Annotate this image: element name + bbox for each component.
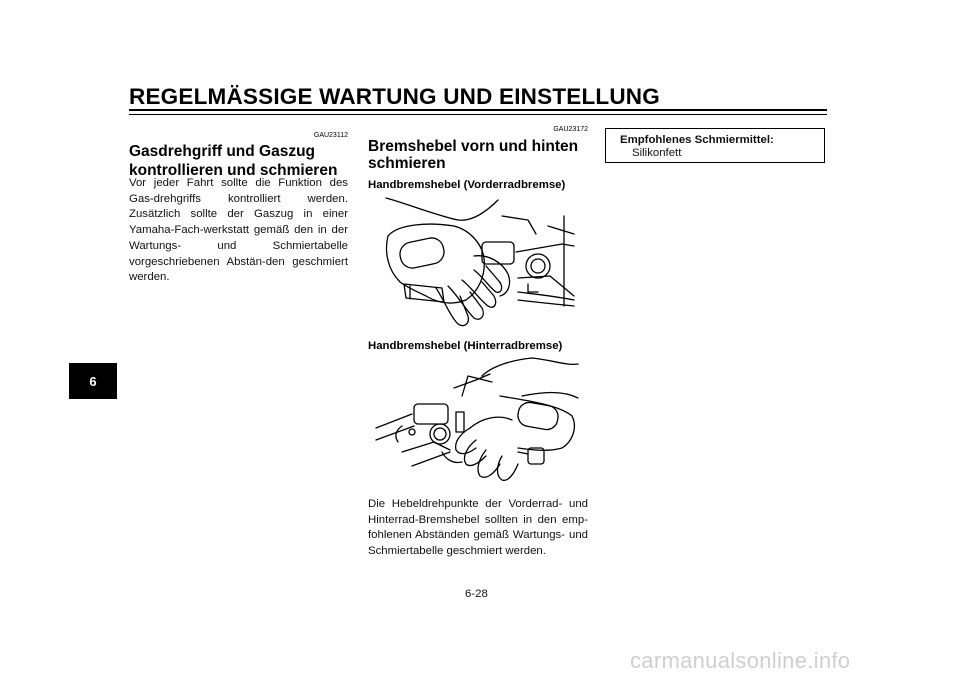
section-body-throttle: Vor jeder Fahrt sollte die Funktion des Gas-drehgriffs kontrolliert werden. Zusätzlich sollte der Gaszug in einer Yamaha-Fach-werkstatt gemäß den in der Wartungs- und Schmiertabelle vorgeschriebenen Abstän-den geschmiert werden. [129,177,348,284]
header-rule-thin [129,114,827,115]
chapter-tab: 6 [69,363,117,399]
page-title: REGELMÄSSIGE WARTUNG UND EINSTELLUNG [129,84,660,109]
lubricant-note-title: Empfohlenes Schmiermittel: [620,134,774,146]
subheading-rear-brake: Handbremshebel (Hinterradbremse) [368,340,563,352]
header-rule-thick [129,109,827,111]
subheading-front-brake: Handbremshebel (Vorderradbremse) [368,179,566,191]
lubricant-note-value: Silikonfett [632,147,682,159]
section-title-throttle-line1: Gasdrehgriff und Gaszug [129,143,316,160]
section-title-brake-line2: schmieren [368,155,446,172]
section-code-brake: GAU23172 [553,126,588,133]
section-code-throttle: GAU23112 [313,132,348,139]
section-body-brake: Die Hebeldrehpunkte der Vorderrad- und Hinterrad-Bremshebel sollten in den emp-fohlenen Abständen gemäß Wartungs- und Schmiertabelle geschmiert werden. [368,498,588,558]
watermark: carmanualsonline.info [630,648,851,673]
section-title-throttle-line2: kontrollieren und schmieren [129,162,338,179]
rear-brake-lever-illustration [372,356,582,491]
lubricant-note-box [605,128,825,163]
section-title-brake-line1: Bremshebel vorn und hinten [368,138,579,155]
front-brake-lever-illustration [378,196,578,331]
page-number: 6-28 [465,588,488,600]
